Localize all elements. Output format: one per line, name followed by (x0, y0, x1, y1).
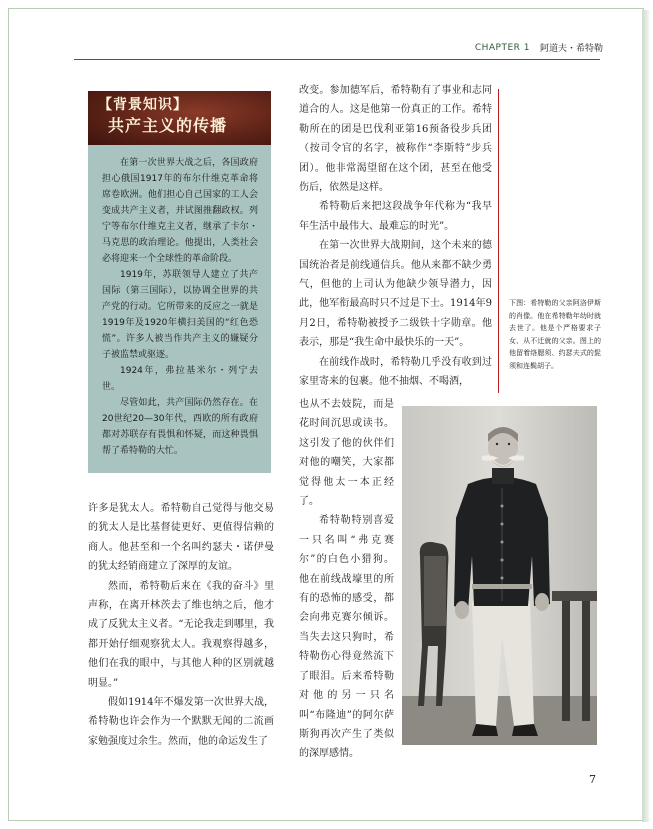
sidebar-paragraph: 在第一次世界大战之后，各国政府担心俄国1917年的布尔什维克革命将席卷欧洲。他们担心自己国家的工人会变成共产主义者，并试图推翻政权。列宁等布尔什维克主义者，继承了卡尔・马克思的政治理论。他提出，人类社会必将迎来一个全球性的革命阶段。 (102, 158, 258, 264)
sidebar-paragraph: 1924年，弗拉基米尔・列宁去世。 (102, 366, 258, 392)
page-edge-shadow (642, 10, 650, 822)
body-paragraph: 许多是犹太人。希特勒自己觉得与他交易的犹太人是比基督徒更好、更值得信赖的商人。他甚至和一个名叫约瑟夫・诺伊曼的犹太经销商建立了深厚的友谊。 (88, 503, 274, 573)
sidebar-title-label: 【背景知识】 (98, 97, 188, 113)
caption-rule (498, 89, 499, 393)
body-paragraph: 假如1914年不爆发第一次世界大战，希特勒也许会作为一个默默无闻的二流画家勉强度过余生。然而，他的命运发生了 (88, 697, 274, 747)
middle-column-text (299, 81, 492, 392)
page-number: 7 (589, 773, 596, 786)
narrow-column-text (299, 395, 394, 764)
body-paragraph: 希特勒后来把这段战争年代称为“我早年生活中最伟大、最难忘的时光”。 (299, 201, 492, 232)
header-rule (74, 59, 600, 60)
portrait-photo (402, 406, 597, 745)
running-header (475, 41, 603, 54)
body-paragraph: 在第一次世界大战期间，这个未来的德国统治者是前线通信兵。他从来都不缺少勇气，但他的上司认为他缺少领导潜力，因此，他军衔最高时只不过是下士。1914年9月2日，希特勒被授予二级铁十字勋章。他表示，那是“我生命中最快乐的一天”。 (299, 240, 492, 349)
sidebar-body (88, 145, 271, 473)
sidebar-paragraph: 1919年，苏联领导人建立了共产国际（第三国际），以协调全世界的共产党的行动。它所带来的反应之一就是1919年及1920年横扫美国的“红色恐慌”。许多人被当作共产主义的嫌疑分子被监禁或驱逐。 (102, 270, 258, 360)
body-paragraph: 然而，希特勒后来在《我的奋斗》里声称，在离开林茨去了维也纳之后，他才成了反犹太主义者。“无论我走到哪里，我都开始仔细观察犹太人。我观察得越多，他们在我的眼中，与其他人种的区别就越明显。” (88, 580, 274, 689)
body-paragraph: 也从不去妓院，而是花时间沉思或读书。这引发了他的伙伴们对他的嘲笑，大家都觉得他太一本正经了。 (299, 399, 394, 508)
body-paragraph: 希特勒特别喜爱一只名叫“弗克赛尔”的白色小猎狗。他在前线战壕里的所有的恐怖的感受，都会向弗克赛尔倾诉。当失去这只狗时，希特勒伤心得竟然流下了眼泪。后来希特勒对他的另一只名叫“布隆迪”的阿尔萨斯狗再次产生了类似的深厚感情。 (299, 515, 394, 760)
chapter-label: CHAPTER 1 (474, 42, 530, 53)
body-paragraph: 在前线作战时，希特勒几乎没有收到过家里寄来的包裹。他不抽烟、不喝酒， (299, 356, 492, 388)
body-paragraph: 改变。参加德军后，希特勒有了事业和志同道合的人。这是他第一份真正的工作。希特勒所在的团是巴伐利亚第16预备役步兵团（按司令官的名字，被称作“李斯特”步兵团）。他非常渴望留在这个团，甚至在他受伤后，依然是这样。 (299, 85, 492, 194)
chapter-title: 阿道夫・希特勒 (539, 44, 603, 54)
portrait-illustration (402, 406, 597, 745)
sidebar-paragraph: 尽管如此，共产国际仍然存在。在20世纪20—30年代，西欧的所有政府都对苏联存有畏惧和怀疑，而这种畏惧帮了希特勒的大忙。 (102, 398, 258, 456)
left-column-text (88, 499, 274, 751)
sidebar-title-banner (88, 91, 271, 145)
sidebar-title-heading: 共产主义的传播 (108, 116, 228, 135)
photo-caption: 下图：希特勒的父亲阿洛伊斯的肖像。他在希特勒年幼时就去世了。他是个严格要求子女、从不迁就的父亲。图上的他留着络腮须、约瑟夫式的髭须和连鬓胡子。 (509, 299, 601, 370)
